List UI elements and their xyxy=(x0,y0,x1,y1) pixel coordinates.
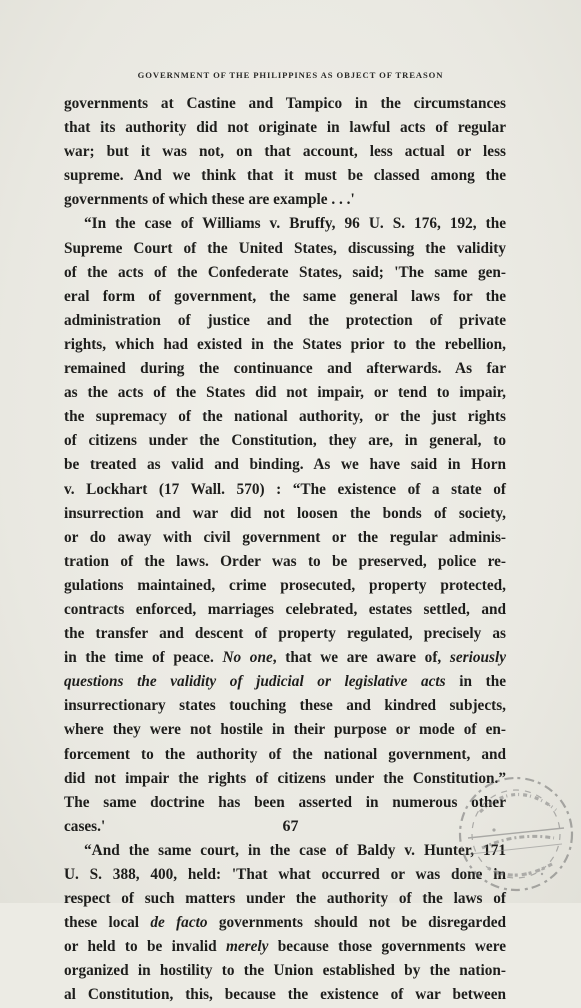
text-line: governments at Castine and Tampico in the circumstances xyxy=(64,95,506,112)
text-line: insurrection and war did not loosen the bonds of society, xyxy=(64,504,506,522)
text-line: v. Lockhart (17 Wall. 570) : “The existence of a state of xyxy=(64,480,506,498)
text-line: be treated as valid and binding. As we have said in Horn xyxy=(64,456,506,474)
text-line: al Constitution, this, because the existence of war between xyxy=(64,986,506,1004)
text-line: supreme. And we think that it must be classed among the xyxy=(64,167,506,185)
text-line: the supremacy of the national authority, or the just rights xyxy=(64,408,506,426)
text-line: where they were not hostile in their purpose or mode of en- xyxy=(64,721,506,739)
text-line: of citizens under the Constitution, they are, in general, to xyxy=(64,432,506,450)
text-line: of the acts of the Confederate States, said; 'The same gen- xyxy=(64,263,506,281)
italic-phrase: No one xyxy=(222,649,273,667)
text-line: as the acts of the States did not impair, or tend to impair, xyxy=(64,384,506,402)
body-text xyxy=(64,92,506,1008)
text-line: organized in hostility to the Union established by the nation- xyxy=(64,962,506,980)
text-line: Supreme Court of the United States, discussing the validity xyxy=(64,239,506,257)
text-line: U. S. 388, 400, held: 'That what occurred or was done in xyxy=(64,866,506,883)
text-line: that its authority did not originate in lawful acts of regular xyxy=(64,119,506,137)
text-line: or do away with civil government or the regular adminis- xyxy=(64,528,506,546)
text-line: these local de facto governments should not be disregarded xyxy=(64,914,506,932)
page-number: 67 xyxy=(282,818,299,835)
text-line: gulations maintained, crime prosecuted, property protected, xyxy=(64,576,506,594)
text-line: tration of the laws. Order was to be preserved, police re- xyxy=(64,552,506,570)
stamp-speck xyxy=(541,873,543,875)
text-line: The same doctrine has been asserted in numerous other xyxy=(64,793,506,811)
text-line: or held to be invalid merely because those governments were xyxy=(64,938,506,956)
stamp-speck xyxy=(492,828,495,831)
text-line: cases.' xyxy=(64,817,106,835)
text-line: eral form of government, the same general laws for the xyxy=(64,287,506,305)
text-line: contracts enforced, marriages celebrated, estates settled, and xyxy=(64,600,506,618)
italic-phrase: seriously xyxy=(449,649,506,667)
italic-phrase: de facto xyxy=(150,914,208,932)
text-line: questions the validity of judicial or legislative acts in the xyxy=(64,673,507,691)
text-line: governments of which these are example . . .' xyxy=(64,191,355,209)
text-line: did not impair the rights of citizens under the Constitution.” xyxy=(64,769,506,787)
text-line: administration of justice and the protection of private xyxy=(64,311,506,329)
text-line: remained during the continuance and afterwards. As far xyxy=(64,360,506,378)
library-stamp-icon xyxy=(454,772,578,896)
stamp-band-lower xyxy=(470,844,562,854)
text-line: “And the same court, in the case of Baldy v. Hunter, 171 xyxy=(84,841,506,859)
stamp-outer-ring xyxy=(460,778,572,890)
text-line: the transfer and descent of property regulated, precisely as xyxy=(64,625,506,643)
italic-phrase: questions the validity of judicial or legislative acts xyxy=(64,673,446,691)
text-line: in the time of peace. No one, that we are aware of, seriously xyxy=(64,649,506,667)
running-head: GOVERNMENT OF THE PHILIPPINES AS OBJECT OF TREASON xyxy=(137,70,444,80)
text-line: “In the case of Williams v. Bruffy, 96 U. S. 176, 192, the xyxy=(84,215,506,233)
text-line: insurrectionary states touching these and kindred subjects, xyxy=(64,697,506,715)
text-line: rights, which had existed in the States prior to the rebellion, xyxy=(64,335,506,353)
text-line: respect of such matters under the authority of the laws of xyxy=(64,890,506,908)
text-line: war; but it was not, on that account, less actual or less xyxy=(64,143,506,161)
text-line: forcement to the authority of the national government, and xyxy=(64,745,506,763)
italic-phrase: merely xyxy=(225,938,269,956)
